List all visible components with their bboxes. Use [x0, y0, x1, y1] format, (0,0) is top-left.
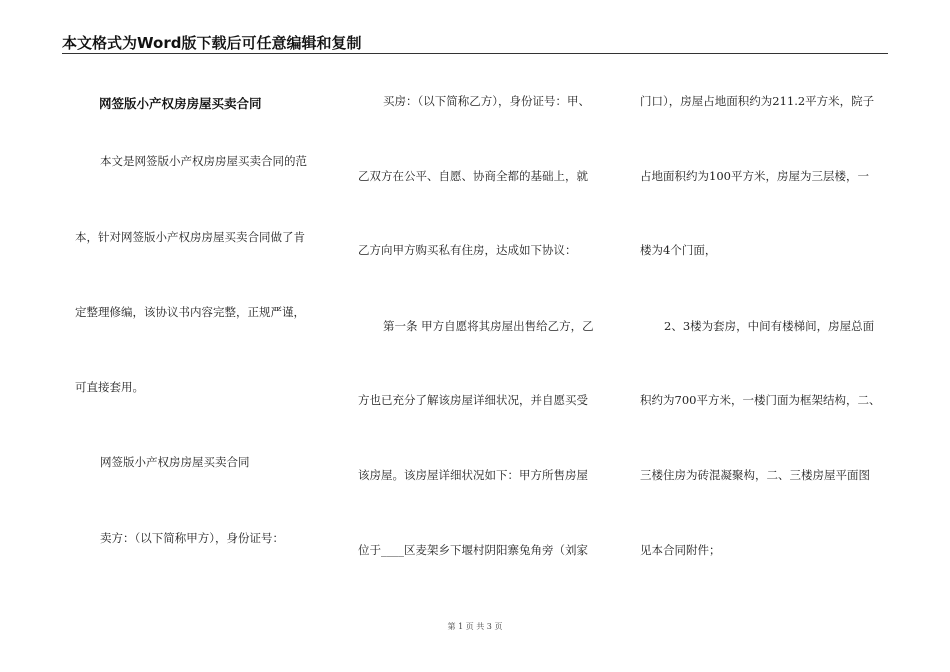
paragraph-line: 可直接套用。: [75, 380, 144, 394]
paragraph-line: 乙方向甲方购买私有住房，达成如下协议：: [358, 243, 577, 257]
paragraph-line: 该房屋。该房屋详细状况如下：甲方所售房屋: [358, 468, 588, 482]
banner-divider: [62, 53, 888, 54]
paragraph-line: 本，针对网签版小产权房房屋买卖合同做了肯: [75, 230, 305, 244]
paragraph-line: 见本合同附件；: [640, 543, 721, 557]
paragraph-line: 本文是网签版小产权房房屋买卖合同的范: [100, 154, 307, 168]
download-banner: 本文格式为Word版下载后可任意编辑和复制: [62, 34, 362, 52]
paragraph-line: 定整理修编，该协议书内容完整，正规严谨，: [75, 305, 305, 319]
paragraph-line: 位于____区麦架乡下堰村阴阳寨兔角旁（刘家: [358, 543, 588, 557]
paragraph-line: 楼为4个门面，: [640, 243, 717, 257]
paragraph-line: 方也已充分了解该房屋详细状况，并自愿买受: [358, 393, 588, 407]
document-title: 网签版小产权房房屋买卖合同: [99, 96, 262, 111]
paragraph-line: 占地面积约为100平方米，房屋为三层楼，一: [640, 169, 869, 183]
section-heading: 网签版小产权房房屋买卖合同: [100, 455, 250, 469]
paragraph-line: 三楼住房为砖混凝聚构，二、三楼房屋平面图: [640, 468, 870, 482]
paragraph-line: 积约为700平方米，一楼门面为框架结构，二、: [640, 393, 881, 407]
paragraph-line: 乙双方在公平、自愿、协商全都的基础上，就: [358, 169, 588, 183]
page-number: 第 1 页 共 3 页: [447, 622, 503, 631]
paragraph-line: 第一条 甲方自愿将其房屋出售给乙方，乙: [383, 319, 594, 333]
paragraph-line: 买房：（以下简称乙方），身份证号：甲、: [383, 94, 590, 108]
paragraph-line: 2、3楼为套房，中间有楼梯间，房屋总面: [664, 319, 875, 333]
paragraph-line: 门口），房屋占地面积约为211.2平方米，院子: [640, 94, 875, 108]
paragraph-line: 卖方：（以下简称甲方），身份证号：: [100, 531, 284, 545]
